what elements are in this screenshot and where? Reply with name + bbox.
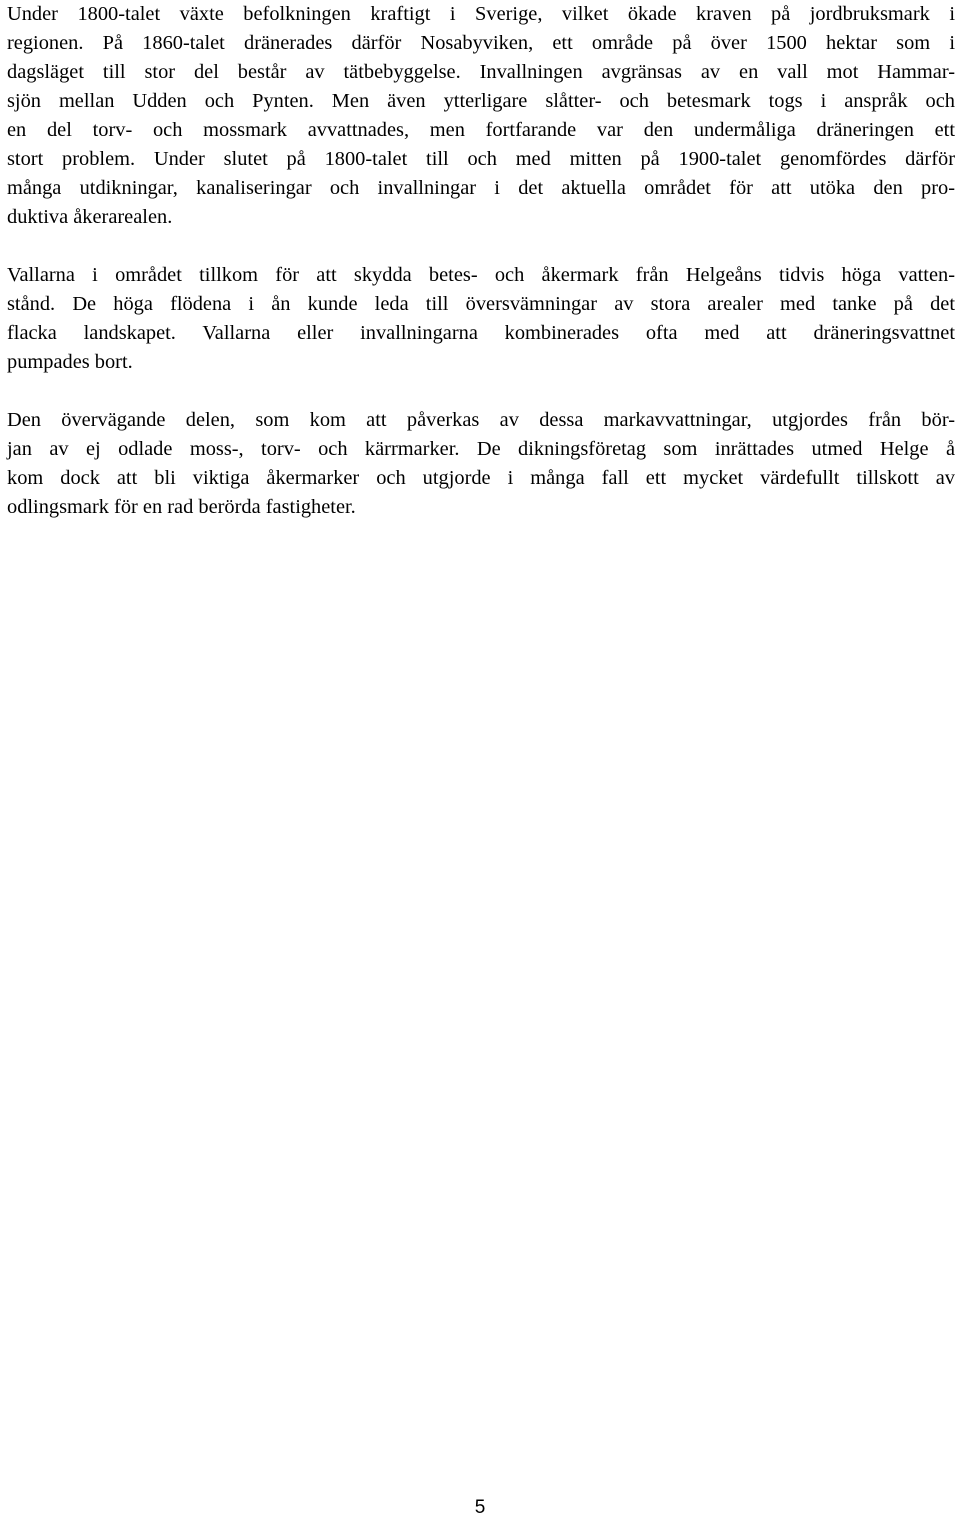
paragraph-2	[7, 261, 955, 377]
text-line: Under 1800-talet växte befolkningen kraftigt i Sverige, vilket ökade kraven på jordbruksmark i	[7, 3, 955, 25]
page-number: 5	[474, 1497, 486, 1518]
text-line: stort problem. Under slutet på 1800-talet till och med mitten på 1900-talet genomfördes därför	[7, 148, 955, 170]
text-line: pumpades bort.	[7, 351, 133, 373]
text-line: sjön mellan Udden och Pynten. Men även ytterligare slåtter- och betesmark togs i anspråk och	[7, 90, 955, 112]
text-line: en del torv- och mossmark avvattnades, men fortfarande var den undermåliga dräneringen ett	[7, 119, 955, 141]
document-page	[7, 0, 955, 551]
text-line: dagsläget till stor del består av tätbebyggelse. Invallningen avgränsas av en vall mot Hammar-	[7, 61, 955, 83]
text-line: jan av ej odlade moss-, torv- och kärrmarker. De dikningsföretag som inrättades utmed Helge å	[7, 438, 955, 460]
text-line: duktiva åkerarealen.	[7, 206, 173, 228]
text-line: flacka landskapet. Vallarna eller invallningarna kombinerades ofta med att dräneringsvattnet	[7, 322, 955, 344]
text-line: Vallarna i området tillkom för att skydda betes- och åkermark från Helgeåns tidvis höga vatten-	[7, 264, 955, 286]
text-line: regionen. På 1860-talet dränerades därför Nosabyviken, ett område på över 1500 hektar som i	[7, 32, 955, 54]
paragraph-1	[7, 0, 955, 232]
paragraph-3	[7, 406, 955, 522]
text-line: kom dock att bli viktiga åkermarker och utgjorde i många fall ett mycket värdefullt tillskott av	[7, 467, 955, 489]
text-line: odlingsmark för en rad berörda fastigheter.	[7, 496, 356, 518]
text-line: stånd. De höga flödena i ån kunde leda till översvämningar av stora arealer med tanke på det	[7, 293, 955, 315]
text-line: Den övervägande delen, som kom att påverkas av dessa markavvattningar, utgjordes från bör-	[7, 409, 955, 431]
text-line: många utdikningar, kanaliseringar och invallningar i det aktuella området för att utöka den pro-	[7, 177, 955, 199]
